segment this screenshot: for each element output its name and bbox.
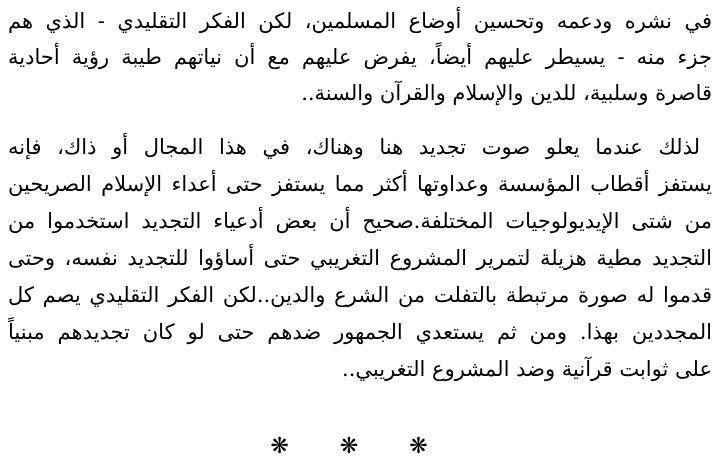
paragraph-2-line-6: المجددين بهذا. ومن ثم يستعدي الجمهور ضدهم حتى لو كان تجديدهم مبنياً bbox=[8, 320, 712, 344]
paragraph-2-line-5: قدموا له صورة مرتبطة بالتفلت من الشرع والدين..لكن الفكر التقليدي يصم كل bbox=[8, 283, 712, 307]
paragraph-2-line-2: يستفز أقطاب المؤسسة وعداوتها أكثر مما يستفز حتى أعداء الإسلام الصريحين bbox=[8, 172, 712, 196]
paragraph-2-line-3: من شتى الإيديولوجيات المختلفة.صحيح أن بعض أدعياء التجديد استخدموا من bbox=[8, 209, 712, 233]
paragraph-2-line-4: التجديد مطية هزيلة لتمرير المشروع التغريبي حتى أساؤوا للتجديد نفسه، وحتى bbox=[8, 246, 712, 270]
paragraph-1-line-1: في نشره ودعمه وتحسين أوضاع المسلمين، لكن الفكر التقليدي - الذي هم bbox=[8, 9, 712, 33]
paragraph-2-line-1: لذلك عندما يعلو صوت تجديد هنا وهناك، في هذا المجال أو ذاك، فإنه bbox=[8, 135, 700, 159]
paragraph-1-line-2: جزء منه - يسيطر عليهم أيضاً، يفرض عليهم مع أن نياتهم طيبة رؤية أحادية bbox=[8, 45, 712, 69]
section-separator-stars: ❋ ❋ ❋ bbox=[270, 434, 450, 459]
paragraph-2-line-7: على ثوابت قرآنية وضد المشروع التغريبي.. bbox=[342, 357, 712, 381]
paragraph-1-line-3: قاصرة وسلبية، للدين والإسلام والقرآن والسنة.. bbox=[301, 81, 712, 105]
